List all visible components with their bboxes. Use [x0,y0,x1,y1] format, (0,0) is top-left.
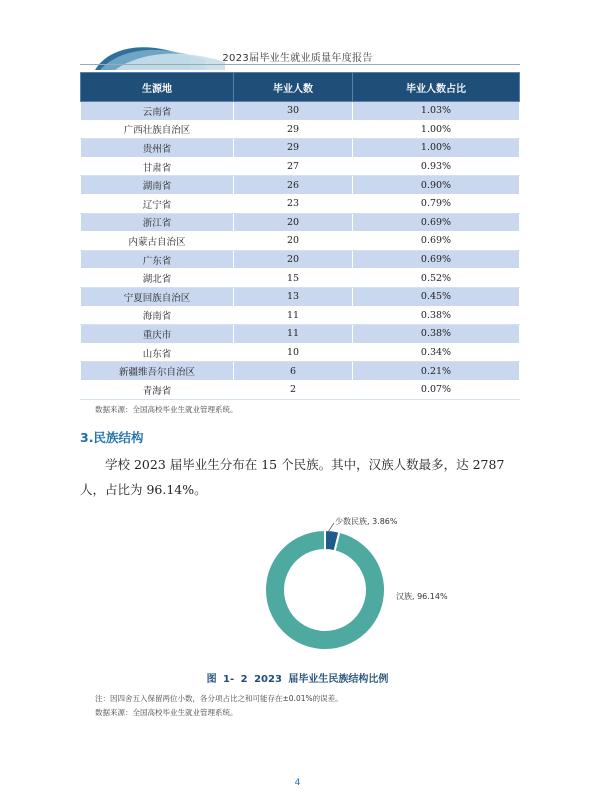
figure-note: 注：因四舍五入保留两位小数，各分项占比之和可能存在±0.01%的误差。 [95,694,343,703]
table-row [81,306,520,325]
table-row [81,120,520,139]
table-row [81,362,520,381]
table-cell: 0.07% [353,380,520,399]
section-paragraph: 学校 2023 届毕业生分布在 15 个民族。其中，汉族人数最多，达 2787 人，占比为 96.14%。 [80,457,505,497]
table-cell: 浙江省 [81,213,234,232]
figure-caption: 图 1- 2 2023 届毕业生民族结构比例 [206,674,389,685]
table-cell: 重庆市 [81,325,234,344]
column-header: 毕业人数 [234,73,353,102]
table-cell: 辽宁省 [81,194,234,213]
table-cell: 29 [234,139,353,158]
table-cell: 29 [234,120,353,139]
slice-label: 汉族, 96.14% [396,592,448,601]
table-cell: 0.38% [353,325,520,344]
table-source-note: 数据来源：全国高校毕业生就业管理系统。 [95,405,238,414]
table-cell: 2 [234,380,353,399]
table-cell: 20 [234,250,353,269]
table-cell: 6 [234,362,353,381]
table-cell: 0.38% [353,306,520,325]
figure-source-note: 数据来源：全国高校毕业生就业管理系统。 [95,708,238,717]
table-cell: 0.79% [353,194,520,213]
table-header-row [81,73,520,102]
table-cell: 0.21% [353,362,520,381]
table-cell: 0.69% [353,213,520,232]
column-header: 毕业人数占比 [353,73,520,102]
table-row [81,176,520,195]
table-cell: 云南省 [81,102,234,121]
table-cell: 0.90% [353,176,520,195]
table-cell: 0.93% [353,157,520,176]
slice-label: 少数民族, 3.86% [335,517,398,526]
table-cell: 0.45% [353,287,520,306]
table-cell: 20 [234,213,353,232]
table-row [81,157,520,176]
table-cell: 23 [234,194,353,213]
table-cell: 11 [234,325,353,344]
table-cell: 山东省 [81,343,234,362]
table-cell: 27 [234,157,353,176]
header-rule [80,64,520,65]
table-cell: 11 [234,306,353,325]
table-row [81,213,520,232]
table-cell: 30 [234,102,353,121]
table-cell: 0.34% [353,343,520,362]
table-cell: 新疆维吾尔自治区 [81,362,234,381]
table-cell: 1.00% [353,120,520,139]
table-cell: 广东省 [81,250,234,269]
table-cell: 15 [234,269,353,288]
section-title: 3.民族结构 [80,430,144,445]
table-cell: 10 [234,343,353,362]
page-number: 4 [294,778,301,788]
table-cell: 宁夏回族自治区 [81,287,234,306]
donut-slice [265,530,385,650]
table-cell: 广西壮族自治区 [81,120,234,139]
table-row [81,287,520,306]
table-cell: 甘肃省 [81,157,234,176]
table-row [81,232,520,251]
table-cell: 海南省 [81,306,234,325]
table-row [81,102,520,121]
table-cell: 20 [234,232,353,251]
origin-table [80,72,520,400]
table-row [81,325,520,344]
table-cell: 贵州省 [81,139,234,158]
table-cell: 0.52% [353,269,520,288]
table-cell: 26 [234,176,353,195]
table-row [81,269,520,288]
table-row [81,250,520,269]
table-cell: 湖南省 [81,176,234,195]
table-cell: 13 [234,287,353,306]
table-body [81,102,520,400]
table-row [81,343,520,362]
table-row [81,139,520,158]
table-cell: 内蒙古自治区 [81,232,234,251]
header-title: 2023届毕业生就业质量年度报告 [222,53,373,64]
table-cell: 青海省 [81,380,234,399]
table-row [81,380,520,399]
table-cell: 0.69% [353,250,520,269]
table-cell: 1.00% [353,139,520,158]
table-cell: 0.69% [353,232,520,251]
column-header: 生源地 [81,73,234,102]
ethnicity-donut-chart [0,500,595,660]
table-cell: 1.03% [353,102,520,121]
table-cell: 湖北省 [81,269,234,288]
table-row [81,194,520,213]
